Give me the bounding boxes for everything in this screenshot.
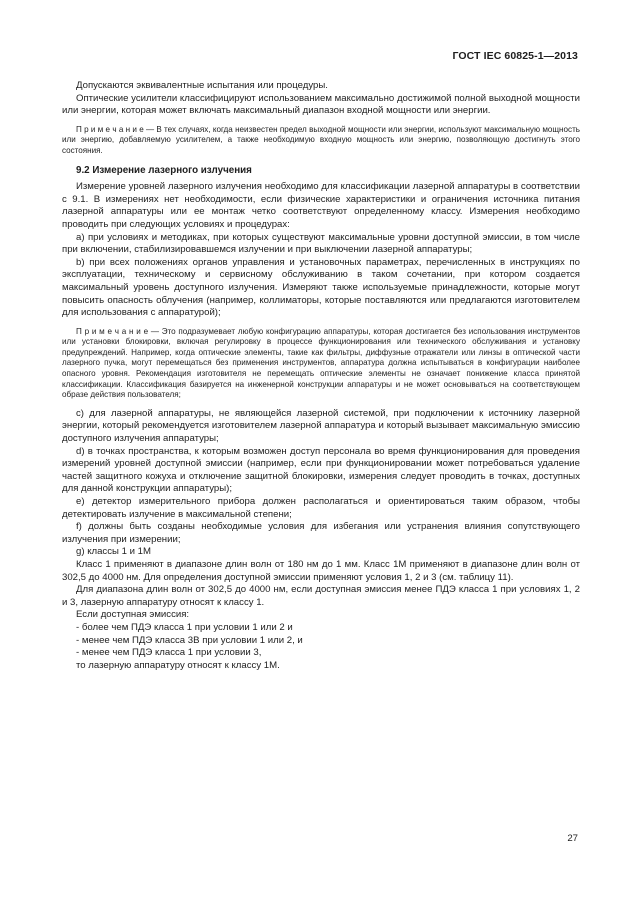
list-item-c: с) для лазерной аппаратуры, не являющейся лазерной системой, при подключении к источнику лазерной энергии, который рекомендуется изготовителем лазерной аппаратура и который вызывает максимальную эмиссию доступного излучения аппаратуры;: [62, 407, 580, 445]
page-content: [62, 80, 580, 672]
paragraph: Для диапазона длин волн от 302,5 до 4000 нм, если доступная эмиссия менее ПДЭ класса 1 при условиях 1, 2 и 3, лазерную аппаратуру относят к классу 1.: [62, 584, 580, 608]
list-item-g: g) классы 1 и 1М: [76, 546, 151, 558]
bullet-item: - более чем ПДЭ класса 1 при условии 1 или 2 и: [76, 621, 293, 633]
section-heading: 9.2 Измерение лазерного излучения: [76, 164, 252, 176]
list-item-b: b) при всех положениях органов управления и установочных параметрах, перечисленных в инструкциях по эксплуатации, техническому и сервисному обслуживанию в таком сочетании, при котором создается максимальный уровень доступного излучения. Измеряют также используемые принадлежности, которые могут повысить опасность облучения (например, коллиматоры, которые поставляются или предлагаются изготовителем для использования с аппаратурой);: [62, 256, 580, 319]
list-item-d: d) в точках пространства, к которым возможен доступ персонала во время функционирования для проведения измерений уровней доступной эмиссии (например, если при функционировании может потребоваться удаление частей защитного кожуха и отключение защитной блокировки, измерения следует проводить в точках, доступных для данной конструкции аппаратуры);: [62, 445, 580, 495]
paragraph: Измерение уровней лазерного излучения необходимо для классификации лазерной аппаратуры в соответствии с 9.1. В измерениях нет необходимости, если физические характеристики и ограничения источника питания лазерной аппаратуры или ее монтаж четко соответствуют определенному классу. Измерения необходимо проводить при следующих условиях и процедурах:: [62, 181, 580, 230]
page-number: 27: [567, 833, 578, 844]
standard-header: ГОСТ IEC 60825-1—2013: [452, 50, 578, 62]
paragraph: то лазерную аппаратуру относят к классу 1М.: [76, 659, 280, 671]
paragraph: Допускаются эквивалентные испытания или процедуры.: [76, 80, 328, 91]
list-item-a: а) при условиях и методиках, при которых существуют максимальные уровни доступной эмиссии, в том числе при включении, стабилизировавшемся излучении и при выключении лазерной аппаратуры;: [62, 231, 580, 256]
list-item-e: е) детектор измерительного прибора должен располагаться и ориентироваться таким образом, чтобы детектировать излучение в максимальной степени;: [62, 496, 580, 520]
note: П р и м е ч а н и е — Это подразумевает любую конфигурацию аппаратуры, которая достигается без использования инструментов или установки блокировки, включая регулировку в процессе функционирования или технического обслуживания и установку предупреждений. Например, когда оптические элементы, такие как фильтры, диффузные отражатели или линзы в оптической части лазерного пучка, могут перемещаться без применения инструментов, аппаратура должна испытываться в конфигурации наиболее опасного уровня. Рекомендация изготовителя не перемещать оптические элементы не означает понижение класса принятой классификации. Классификация базируется на инженерной конструкции аппаратуры и не может основываться на соответствующем образе действия пользователя;: [62, 326, 580, 400]
bullet-item: - менее чем ПДЭ класса 1 при условии 3,: [76, 647, 262, 659]
note: П р и м е ч а н и е — В тех случаях, когда неизвестен предел выходной мощности или энергии, используют максимальную мощность или энергию, добавляемую усилителем, а также необходимую входную мощность или энергию, позволяющую достигнуть этого состояния.: [62, 124, 580, 155]
paragraph: Класс 1 применяют в диапазоне длин волн от 180 нм до 1 мм. Класс 1М применяют в диапазоне длин волн от 302,5 до 4000 нм. Для определения доступной эмиссии применяют условия 1, 2 и 3 (см. таблицу 11).: [62, 558, 580, 583]
paragraph: Оптические усилители классифицируют использованием максимально достижимой полной выходной мощности или энергии, которая может включать максимальный диапазон входной мощности или энергии.: [62, 92, 580, 117]
bullet-item: - менее чем ПДЭ класса 3B при условии 1 или 2, и: [76, 634, 303, 646]
paragraph: Если доступная эмиссия:: [76, 609, 190, 621]
list-item-f: f) должны быть созданы необходимые условия для избегания или устранения влияния сопутствующего излучения при измерении;: [62, 521, 580, 545]
